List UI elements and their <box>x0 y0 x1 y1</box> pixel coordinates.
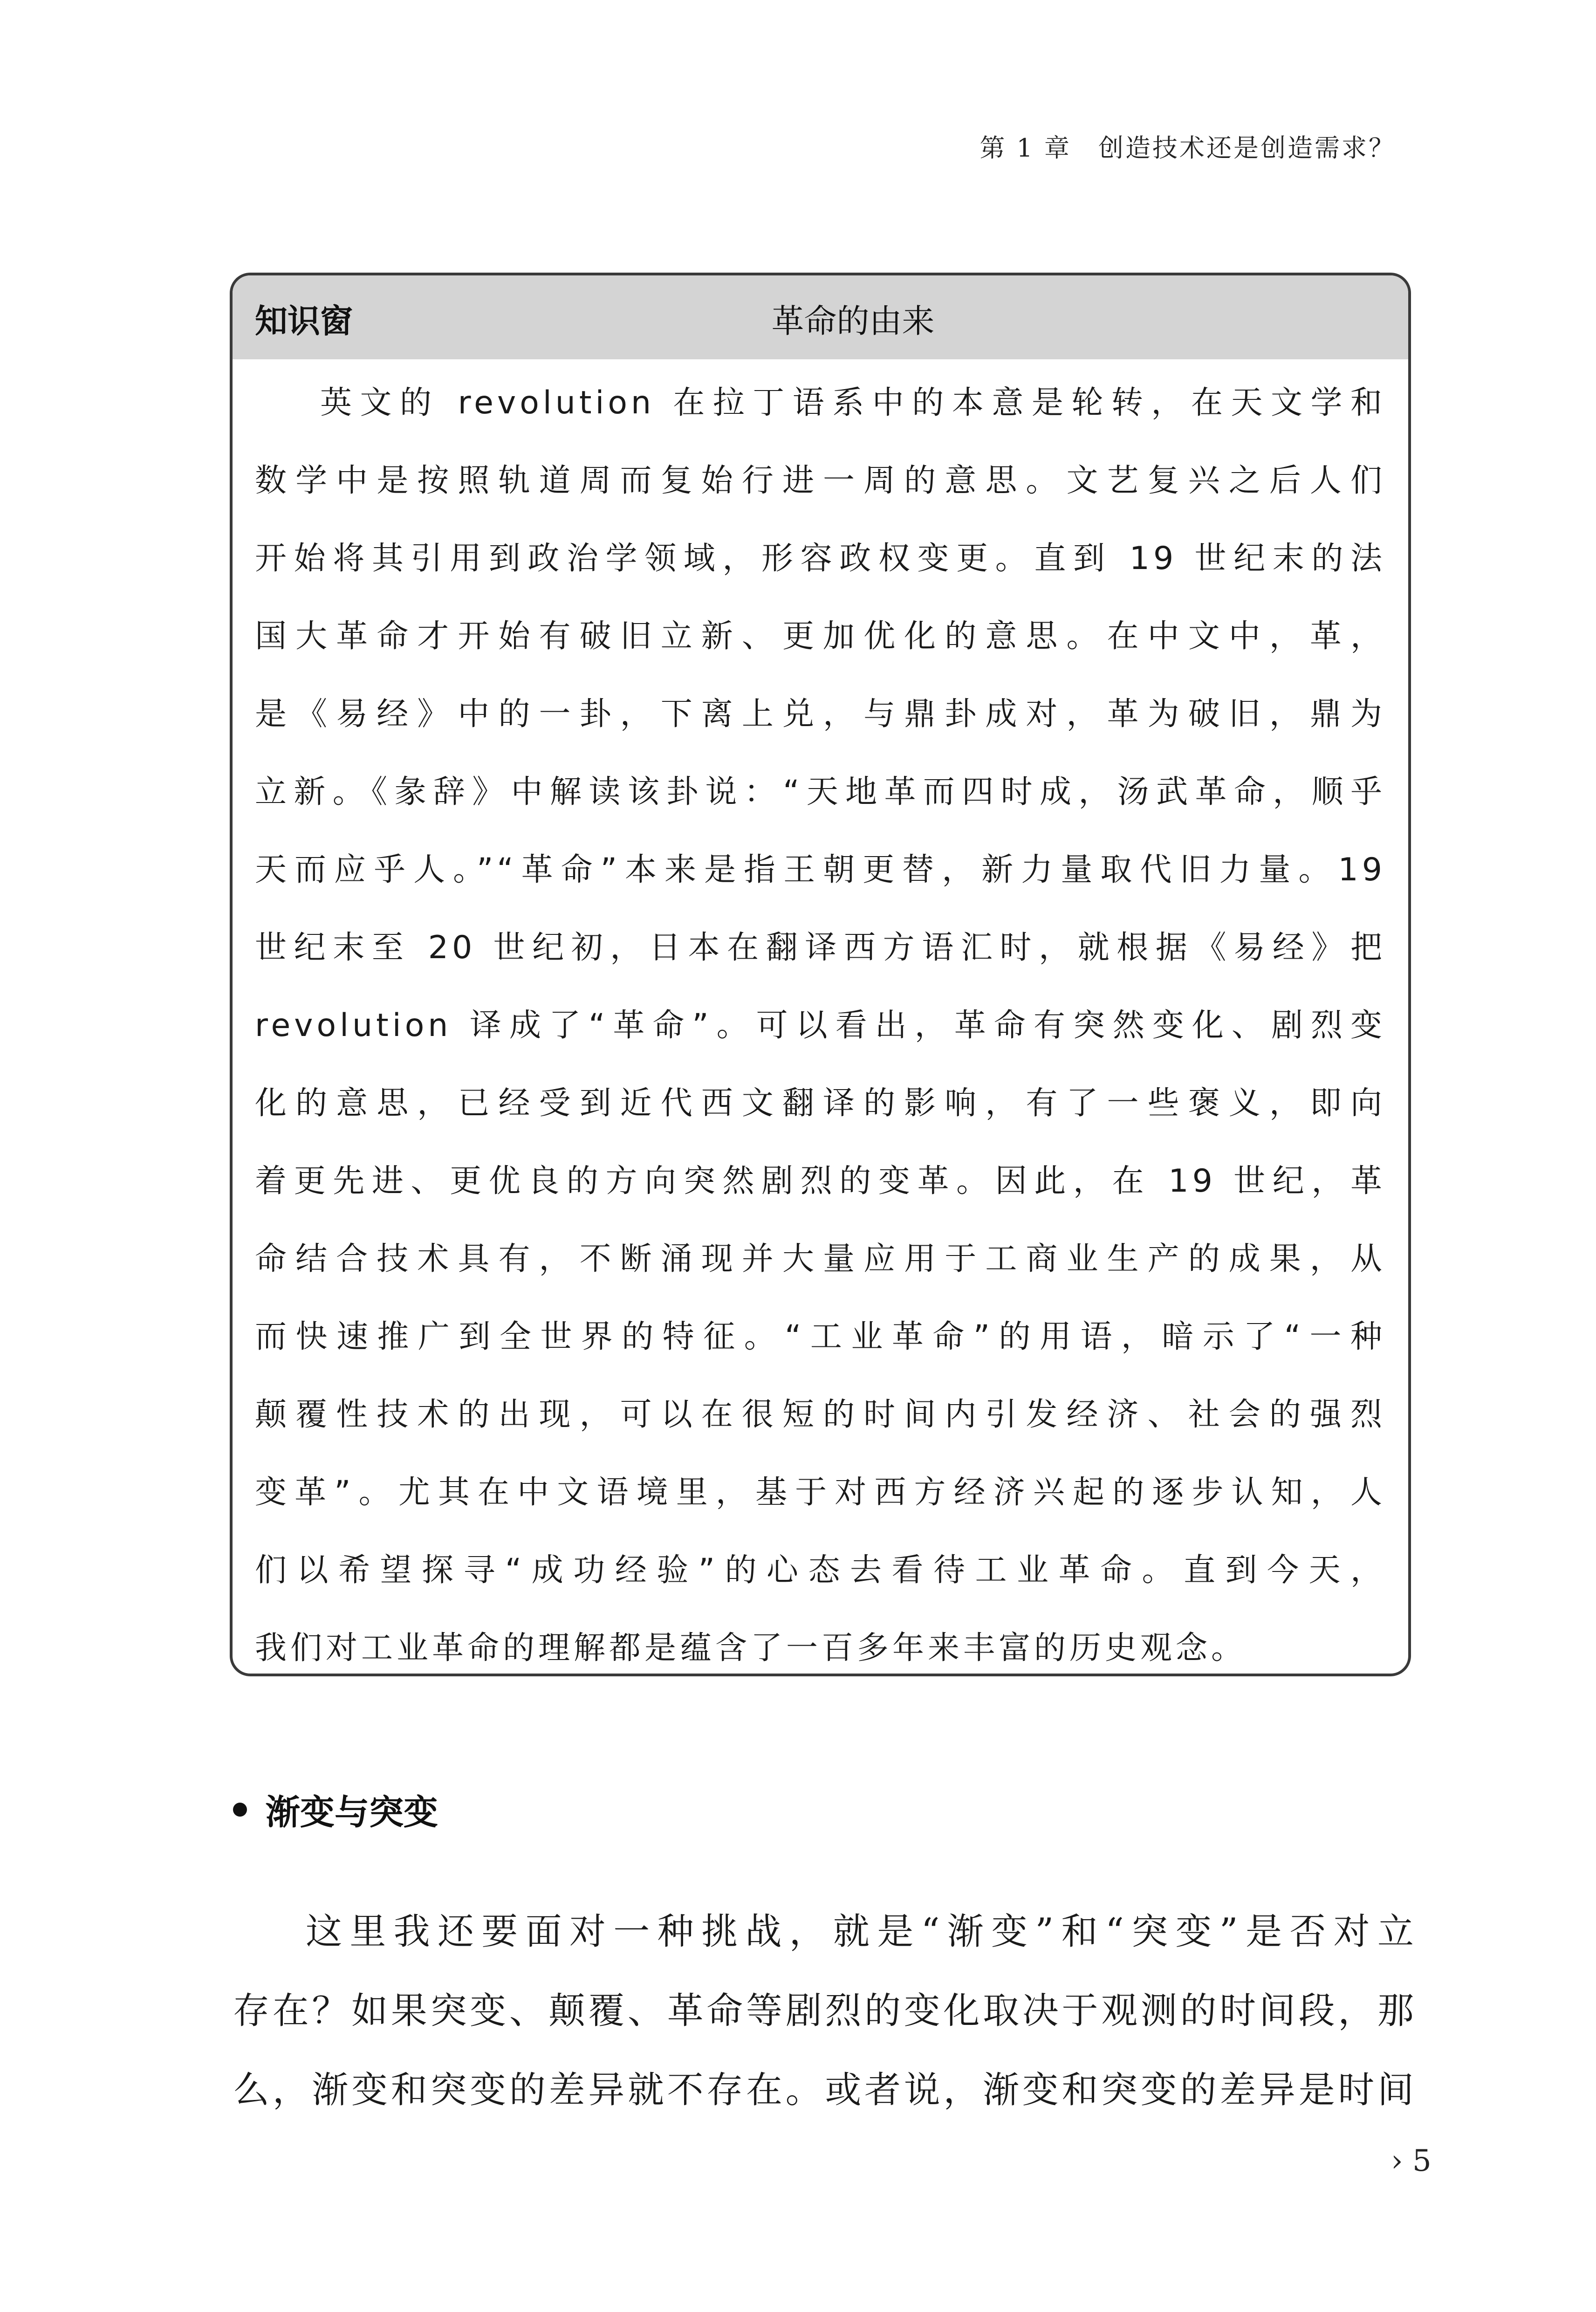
text-line: 我们对工业革命的理解都是蕴含了一百多年来丰富的历史观念。 <box>255 1630 1247 1667</box>
text-line: 数学中是按照轨道周而复始行进一周的意思。文艺复兴之后人们 <box>255 462 1386 499</box>
body-paragraph <box>233 1892 1417 2130</box>
knowledge-window-body <box>233 364 1408 1676</box>
text-line: 们以希望探寻“成功经验”的心态去看待工业革命。直到今天， <box>255 1552 1386 1589</box>
text-line: 而快速推广到全世界的特征。“工业革命”的用语，暗示了“一种 <box>255 1318 1386 1355</box>
text-line: 么，渐变和突变的差异就不存在。或者说，渐变和突变的差异是时间 <box>233 2069 1417 2111</box>
knowledge-window-box <box>230 273 1411 1676</box>
text-line: 国大革命才开始有破旧立新、更加优化的意思。在中文中，革， <box>255 618 1386 655</box>
text-line: 存在？如果突变、颠覆、革命等剧烈的变化取决于观测的时间段，那 <box>233 1990 1417 2032</box>
knowledge-window-header <box>233 275 1408 359</box>
page-number: › 5 <box>1391 2144 1432 2178</box>
text-line: 颠覆性技术的出现，可以在很短的时间内引发经济、社会的强烈 <box>255 1396 1386 1433</box>
section-heading-text: 渐变与突变 <box>266 1792 438 1832</box>
text-line: 开始将其引用到政治学领域，形容政权变更。直到 19 世纪末的法 <box>255 540 1386 577</box>
section-heading <box>233 1785 438 1834</box>
text-line: 化的意思，已经受到近代西文翻译的影响，有了一些褒义，即向 <box>255 1085 1386 1122</box>
knowledge-window-title: 革命的由来 <box>771 302 935 340</box>
text-line: 英文的 revolution 在拉丁语系中的本意是轮转，在天文学和 <box>320 384 1386 421</box>
text-line: revolution 译成了“革命”。可以看出，革命有突然变化、剧烈变 <box>255 1007 1386 1044</box>
text-line: 着更先进、更优良的方向突然剧烈的变革。因此，在 19 世纪，革 <box>255 1163 1386 1200</box>
text-line: 是《易经》中的一卦，下离上兑，与鼎卦成对，革为破旧，鼎为 <box>255 696 1386 733</box>
text-line: 这里我还要面对一种挑战，就是“渐变”和“突变”是否对立 <box>306 1911 1417 1953</box>
text-line: 命结合技术具有，不断涌现并大量应用于工商业生产的成果，从 <box>255 1241 1386 1277</box>
text-line: 变革”。尤其在中文语境里，基于对西方经济兴起的逐步认知，人 <box>255 1474 1386 1511</box>
text-line: 世纪末至 20 世纪初，日本在翻译西方语汇时，就根据《易经》把 <box>255 929 1386 966</box>
text-line: 天而应乎人。”“革命”本来是指王朝更替，新力量取代旧力量。19 <box>255 851 1386 888</box>
running-header: 第 1 章 创造技术还是创造需求？ <box>980 133 1396 163</box>
bullet-icon <box>233 1803 247 1817</box>
text-line: 立新。《彖辞》中解读该卦说：“天地革而四时成，汤武革命，顺乎 <box>255 774 1386 810</box>
knowledge-window-tag: 知识窗 <box>255 302 353 340</box>
